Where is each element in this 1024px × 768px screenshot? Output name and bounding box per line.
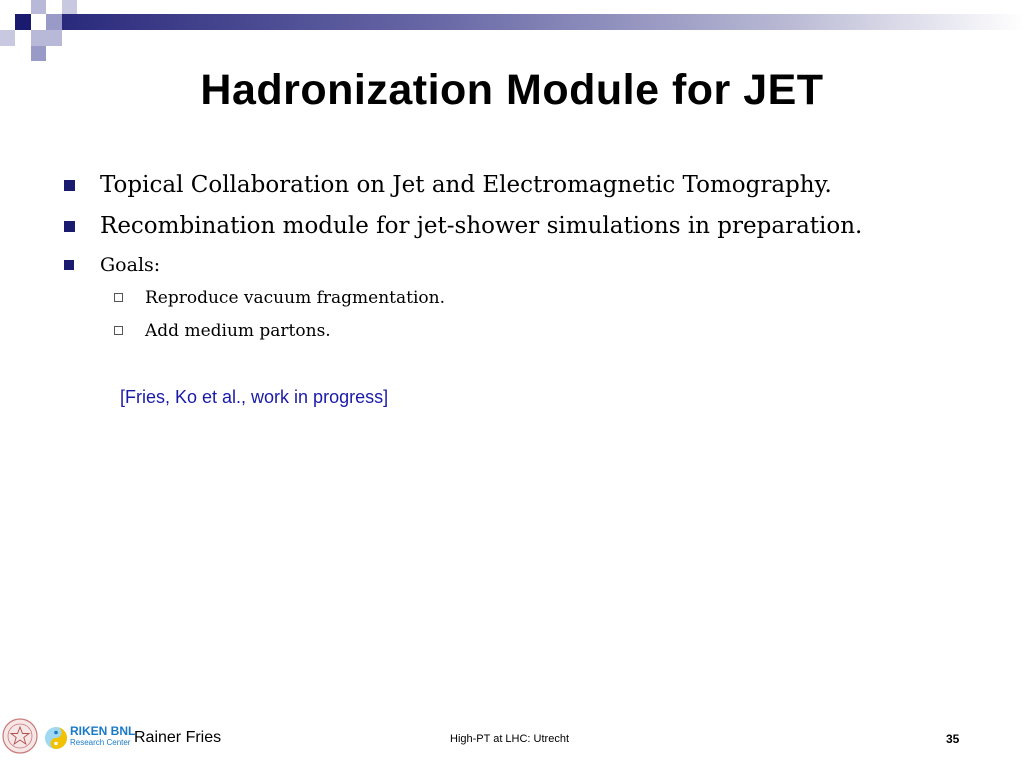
decor-square [31,0,46,14]
decor-square [46,14,62,30]
decor-square [46,30,62,46]
square-bullet-icon [64,180,75,191]
riken-bnl-logo [44,724,136,752]
header-decoration [0,0,1024,70]
bullet-text: Recombination module for jet-shower simulations in preparation. [100,213,863,239]
sub-bullet-item [62,284,1002,312]
decor-square [31,30,46,46]
bullet-item [62,209,1002,243]
square-bullet-icon [64,221,75,232]
bullet-text: Goals: [100,254,161,276]
sub-bullet-item [62,317,1002,345]
bullet-list [62,168,1002,350]
hollow-square-bullet-icon [114,293,123,302]
footer-author: Rainer Fries [134,729,222,746]
sub-bullet-text: Add medium partons. [145,321,331,341]
footer-conference: High-PT at LHC: Utrecht [450,733,570,745]
hollow-square-bullet-icon [114,326,123,335]
university-seal-icon [2,718,38,754]
bullet-item [62,250,1002,280]
page-number: 35 [946,732,960,746]
reference-note: [Fries, Ko et al., work in progress] [120,387,389,407]
riken-swirl-icon [44,726,68,750]
bullet-text: Topical Collaboration on Jet and Electromagnetic Tomography. [100,172,832,198]
slide-title: Hadronization Module for JET [200,66,824,114]
decor-square [62,0,77,14]
logo-line-1: RIKEN BNL [70,724,136,738]
square-bullet-icon [64,260,74,270]
decor-square [31,46,46,61]
header-gradient-bar [62,14,1024,30]
decor-square [0,30,15,46]
bullet-item [62,168,1002,202]
sub-bullet-text: Reproduce vacuum fragmentation. [145,288,445,308]
decor-square [15,14,31,30]
logo-line-2: Research Center [70,738,131,747]
